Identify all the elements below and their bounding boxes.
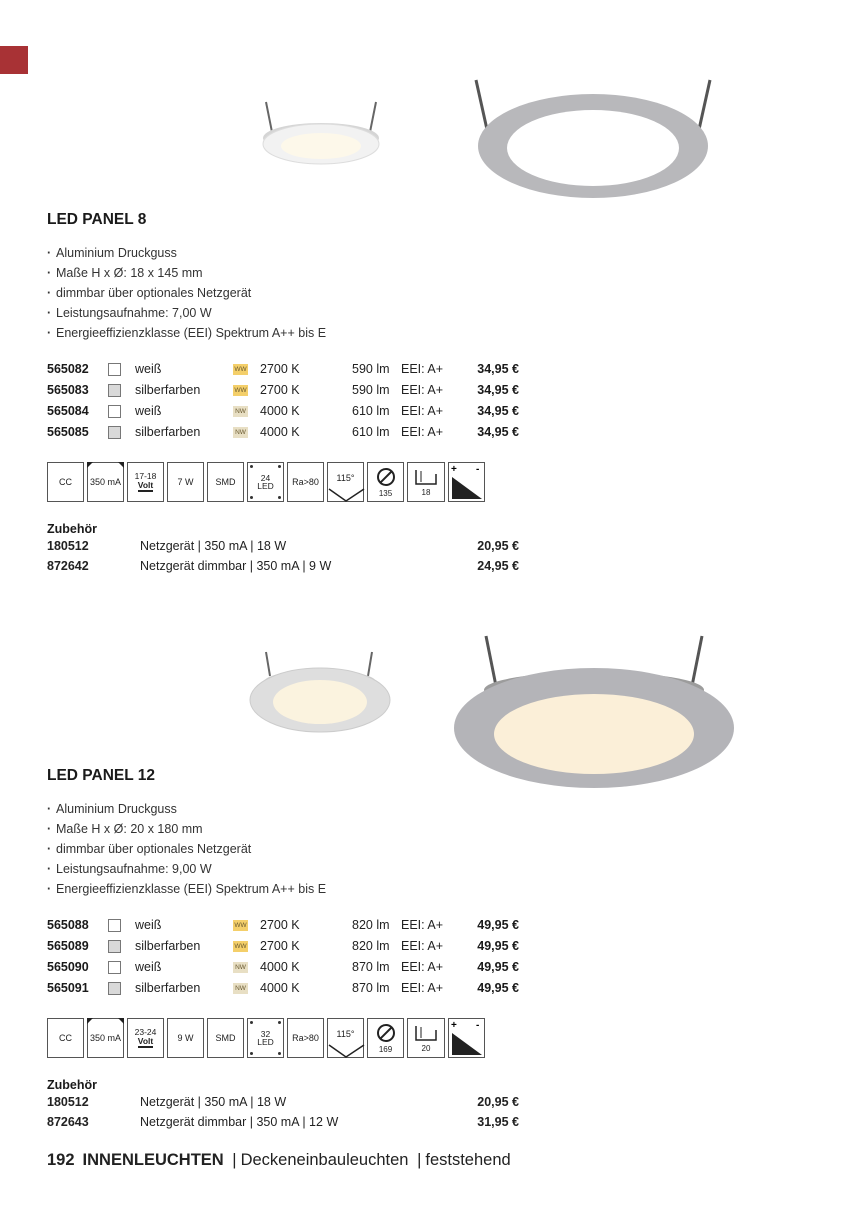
variant-row xyxy=(47,359,527,380)
accessory-description: Netzgerät dimmbar | 350 mA | 12 W xyxy=(140,1115,339,1129)
accessory-row xyxy=(47,536,527,556)
color-rendering-icon xyxy=(287,462,324,502)
accessory-price: 24,95 € xyxy=(477,559,519,573)
accessory-description: Netzgerät | 350 mA | 18 W xyxy=(140,539,287,553)
depth-graphic xyxy=(413,1024,439,1042)
cutout-icon xyxy=(367,462,404,502)
dimmable-icon xyxy=(448,462,485,502)
product-section-panel-8 xyxy=(47,211,527,576)
luminous-flux: 590 lm xyxy=(352,362,390,376)
article-number: 565088 xyxy=(47,918,89,932)
energy-class: EEI: A+ xyxy=(401,362,444,376)
wattage-label: 7 W xyxy=(177,476,194,487)
beam-angle-icon xyxy=(327,1018,364,1058)
footer-separator: | xyxy=(232,1151,237,1169)
corner-dot xyxy=(250,496,253,499)
variant-row xyxy=(47,915,527,936)
energy-class: EEI: A+ xyxy=(401,383,444,397)
color-name: weiß xyxy=(135,362,162,376)
ra-label: Ra>80 xyxy=(292,476,319,487)
footer-category: INNENLEUCHTEN xyxy=(82,1151,224,1169)
article-number: 565085 xyxy=(47,425,89,439)
color-swatch xyxy=(108,961,121,974)
luminous-flux: 870 lm xyxy=(352,981,390,995)
variant-table xyxy=(47,359,527,443)
color-temperature: 2700 K xyxy=(260,383,300,397)
smd-label: SMD xyxy=(215,1032,236,1043)
light-color-badge: WW xyxy=(234,387,247,394)
cutout-diameter: 135 xyxy=(378,488,393,498)
cc-label: CC xyxy=(59,1032,72,1043)
article-number: 565091 xyxy=(47,981,89,995)
product-title: LED PANEL 12 xyxy=(47,767,155,784)
energy-class: EEI: A+ xyxy=(401,404,444,418)
smd-icon xyxy=(207,1018,244,1058)
feature-item: · dimmbar über optionales Netzgerät xyxy=(47,839,527,859)
current-label: 350 mA xyxy=(89,476,122,487)
cutout-diameter: 169 xyxy=(378,1044,393,1054)
color-swatch xyxy=(108,940,121,953)
voltage-label: Volt xyxy=(137,480,154,490)
article-number: 565082 xyxy=(47,362,89,376)
energy-class: EEI: A+ xyxy=(401,918,444,932)
color-swatch xyxy=(108,384,121,397)
accessory-row xyxy=(47,1112,527,1132)
color-temperature: 4000 K xyxy=(260,960,300,974)
voltage-icon xyxy=(127,1018,164,1058)
light-color-badge: NW xyxy=(233,983,248,994)
variant-row xyxy=(47,936,527,957)
spec-icon-strip xyxy=(47,462,527,502)
wattage-label: 9 W xyxy=(177,1032,194,1043)
feature-list xyxy=(47,243,527,343)
constant-current-icon xyxy=(47,1018,84,1058)
corner-dot xyxy=(278,1021,281,1024)
accessory-number: 180512 xyxy=(47,1095,89,1109)
accessory-price: 20,95 € xyxy=(477,1095,519,1109)
feature-item: · Maße H x Ø: 20 x 180 mm xyxy=(47,819,527,839)
light-color-badge: WW xyxy=(234,943,247,950)
color-temperature: 4000 K xyxy=(260,404,300,418)
luminous-flux: 590 lm xyxy=(352,383,390,397)
svg-text:+: + xyxy=(451,1020,457,1031)
voltage-range: 17-18 xyxy=(134,471,157,481)
variant-table xyxy=(47,915,527,999)
variant-row xyxy=(47,957,527,978)
accessory-description: Netzgerät dimmbar | 350 mA | 9 W xyxy=(140,559,332,573)
variant-row xyxy=(47,422,527,443)
color-temperature: 2700 K xyxy=(260,362,300,376)
feature-item: · Maße H x Ø: 18 x 145 mm xyxy=(47,263,527,283)
feature-item: · Leistungsaufnahme: 9,00 W xyxy=(47,859,527,879)
svg-text:+: + xyxy=(451,464,457,475)
luminous-flux: 610 lm xyxy=(352,425,390,439)
corner-dot xyxy=(250,1021,253,1024)
light-color-badge: NW xyxy=(233,406,248,417)
energy-class: EEI: A+ xyxy=(401,960,444,974)
color-name: silberfarben xyxy=(135,981,201,995)
feature-item: · dimmbar über optionales Netzgerät xyxy=(47,283,527,303)
voltage-icon xyxy=(127,462,164,502)
product-title: LED PANEL 8 xyxy=(47,211,147,228)
price: 49,95 € xyxy=(477,918,519,932)
color-temperature: 2700 K xyxy=(260,918,300,932)
light-color-badge: WW xyxy=(234,366,247,373)
color-swatch xyxy=(108,405,121,418)
led-count-icon xyxy=(247,462,284,502)
product-section-panel-12 xyxy=(47,767,527,1132)
color-name: weiß xyxy=(135,404,162,418)
corner-dot xyxy=(250,465,253,468)
cutout-graphic xyxy=(375,1023,397,1043)
installation-depth: 18 xyxy=(421,487,431,497)
article-number: 565083 xyxy=(47,383,89,397)
corner-dot xyxy=(278,1052,281,1055)
accessory-price: 31,95 € xyxy=(477,1115,519,1129)
depth-icon xyxy=(407,462,445,502)
corner-dot xyxy=(278,496,281,499)
luminous-flux: 610 lm xyxy=(352,404,390,418)
article-number: 565089 xyxy=(47,939,89,953)
corner-notch xyxy=(118,462,124,468)
beam-angle-label: 115° xyxy=(336,472,355,483)
feature-item: · Leistungsaufnahme: 7,00 W xyxy=(47,303,527,323)
led-count: 24 xyxy=(260,472,271,483)
cc-label: CC xyxy=(59,476,72,487)
footer-separator: | xyxy=(417,1151,422,1169)
corner-notch xyxy=(118,1018,124,1024)
chapter-tab xyxy=(0,46,28,74)
light-color-badge: NW xyxy=(233,427,248,438)
footer-subcategory-2: feststehend xyxy=(425,1151,511,1169)
corner-dot xyxy=(278,465,281,468)
accessory-number: 872642 xyxy=(47,559,89,573)
svg-text:-: - xyxy=(476,464,480,475)
light-color-badge: WW xyxy=(234,922,247,929)
price: 49,95 € xyxy=(477,939,519,953)
color-name: weiß xyxy=(135,960,162,974)
current-icon xyxy=(87,1018,124,1058)
feature-list xyxy=(47,799,527,899)
color-name: silberfarben xyxy=(135,383,201,397)
color-rendering-icon xyxy=(287,1018,324,1058)
ra-label: Ra>80 xyxy=(292,1032,319,1043)
accessories-title: Zubehör xyxy=(47,522,97,536)
led-label: LED xyxy=(257,480,274,491)
light-color-badge: NW xyxy=(233,962,248,973)
feature-item: · Energieeffizienzklasse (EEI) Spektrum A++ bis E xyxy=(47,323,527,343)
voltage-range: 23-24 xyxy=(134,1027,157,1037)
corner-notch xyxy=(87,462,93,468)
color-swatch xyxy=(108,982,121,995)
wattage-icon xyxy=(167,1018,204,1058)
article-number: 565084 xyxy=(47,404,89,418)
dimmer-graphic xyxy=(448,463,485,501)
accessory-row xyxy=(47,556,527,576)
price: 34,95 € xyxy=(477,362,519,376)
led-count: 32 xyxy=(260,1028,271,1039)
smd-label: SMD xyxy=(215,476,236,487)
depth-graphic xyxy=(413,468,439,486)
led-count-icon xyxy=(247,1018,284,1058)
luminous-flux: 820 lm xyxy=(352,918,390,932)
led-label: LED xyxy=(257,1036,274,1047)
accessory-price: 20,95 € xyxy=(477,539,519,553)
page-footer xyxy=(47,1151,511,1170)
depth-icon xyxy=(407,1018,445,1058)
color-name: silberfarben xyxy=(135,425,201,439)
energy-class: EEI: A+ xyxy=(401,939,444,953)
beam-angle-label: 115° xyxy=(336,1028,355,1039)
price: 49,95 € xyxy=(477,960,519,974)
accessory-description: Netzgerät | 350 mA | 18 W xyxy=(140,1095,287,1109)
feature-item: · Energieeffizienzklasse (EEI) Spektrum A++ bis E xyxy=(47,879,527,899)
beam-angle-icon xyxy=(327,462,364,502)
feature-item: · Aluminium Druckguss xyxy=(47,243,527,263)
accessory-number: 180512 xyxy=(47,539,89,553)
price: 49,95 € xyxy=(477,981,519,995)
spec-icon-strip xyxy=(47,1018,527,1058)
product-photo-white-panel-8 xyxy=(258,98,383,170)
wattage-icon xyxy=(167,462,204,502)
product-photo-white-panel-12 xyxy=(246,650,394,736)
smd-icon xyxy=(207,462,244,502)
price: 34,95 € xyxy=(477,425,519,439)
accessory-row xyxy=(47,1092,527,1112)
cutout-graphic xyxy=(375,467,397,487)
dimmable-icon xyxy=(448,1018,485,1058)
color-swatch xyxy=(108,363,121,376)
price: 34,95 € xyxy=(477,383,519,397)
product-photo-silver-panel-8 xyxy=(468,76,718,202)
installation-depth: 20 xyxy=(421,1043,431,1053)
variant-row xyxy=(47,401,527,422)
feature-item: · Aluminium Druckguss xyxy=(47,799,527,819)
page-number: 192 xyxy=(47,1151,75,1169)
dimmer-graphic xyxy=(448,1019,485,1057)
corner-dot xyxy=(250,1052,253,1055)
variant-row xyxy=(47,380,527,401)
cutout-icon xyxy=(367,1018,404,1058)
beam-angle-graphic xyxy=(328,1019,365,1059)
beam-angle-graphic xyxy=(328,463,365,503)
voltage-label: Volt xyxy=(137,1036,154,1046)
energy-class: EEI: A+ xyxy=(401,425,444,439)
luminous-flux: 870 lm xyxy=(352,960,390,974)
accessory-number: 872643 xyxy=(47,1115,89,1129)
current-icon xyxy=(87,462,124,502)
price: 34,95 € xyxy=(477,404,519,418)
accessories-title: Zubehör xyxy=(47,1078,97,1092)
corner-notch xyxy=(87,1018,93,1024)
color-temperature: 2700 K xyxy=(260,939,300,953)
energy-class: EEI: A+ xyxy=(401,981,444,995)
constant-current-icon xyxy=(47,462,84,502)
luminous-flux: 820 lm xyxy=(352,939,390,953)
color-swatch xyxy=(108,426,121,439)
color-name: silberfarben xyxy=(135,939,201,953)
article-number: 565090 xyxy=(47,960,89,974)
color-swatch xyxy=(108,919,121,932)
footer-subcategory: Deckeneinbauleuchten xyxy=(240,1151,409,1169)
color-name: weiß xyxy=(135,918,162,932)
color-temperature: 4000 K xyxy=(260,425,300,439)
svg-text:-: - xyxy=(476,1020,480,1031)
current-label: 350 mA xyxy=(89,1032,122,1043)
variant-row xyxy=(47,978,527,999)
color-temperature: 4000 K xyxy=(260,981,300,995)
